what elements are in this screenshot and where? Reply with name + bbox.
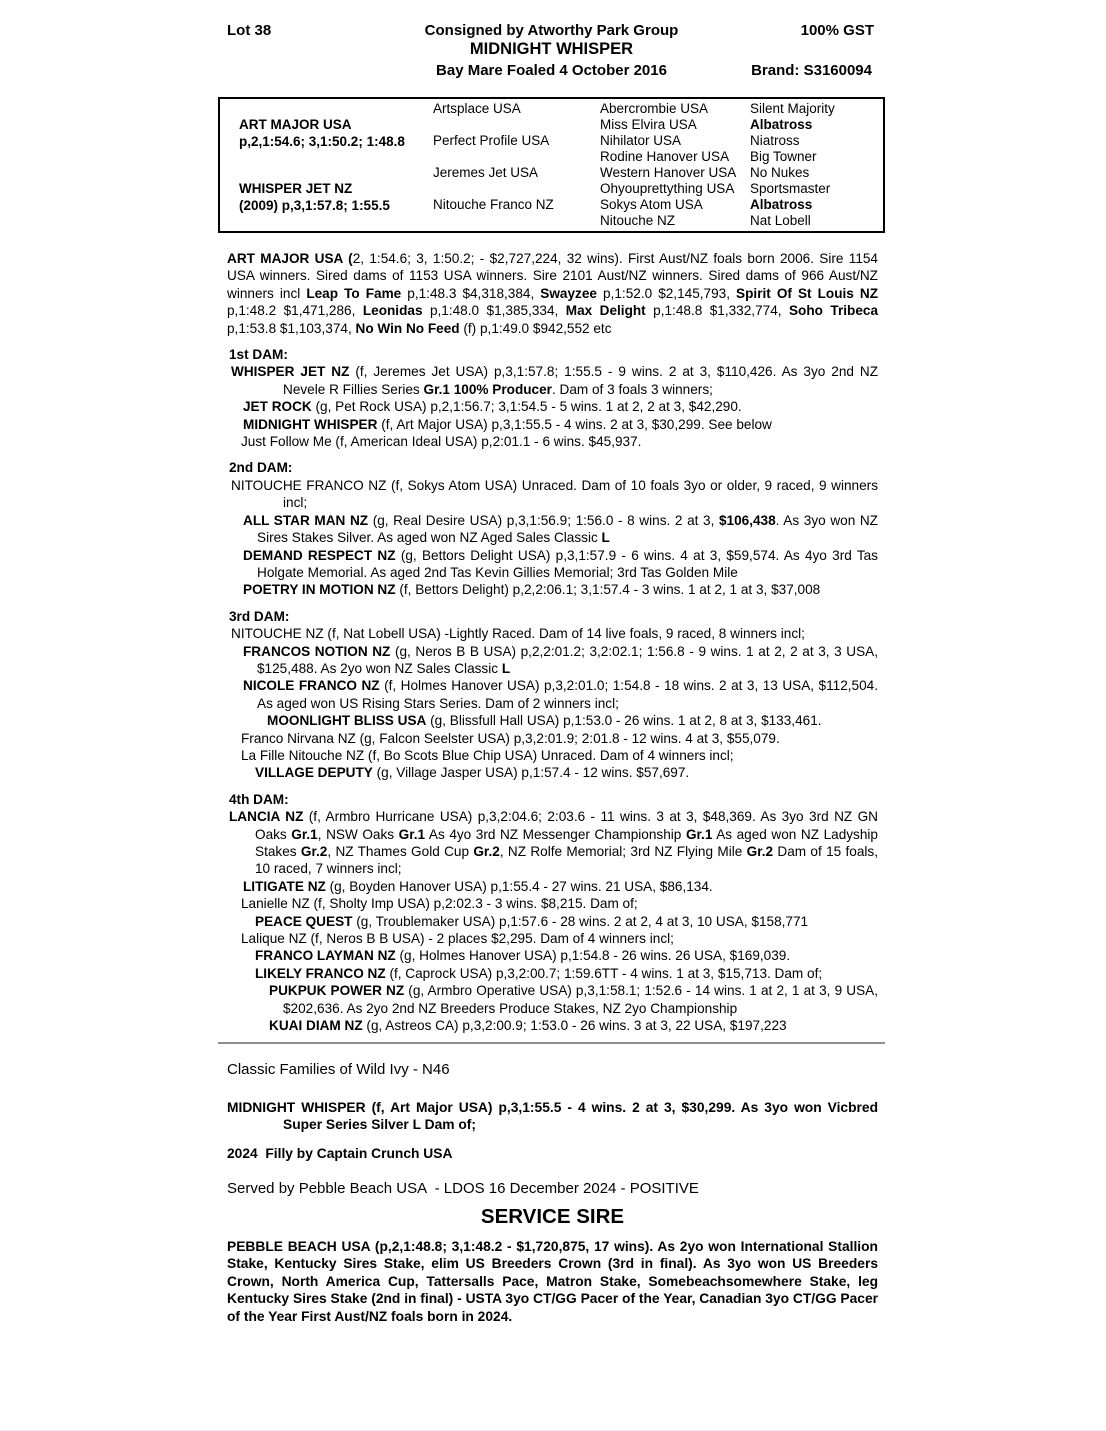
3rd-dam-heading: 3rd DAM: xyxy=(229,608,290,624)
pedigree-gg-sire: Albatross xyxy=(750,197,813,213)
demand-respect-nz: DEMAND RESPECT NZ (g, Bettors Delight USA) p,3,1:57.9 - 6 wins. 4 at 3, $59,574. As 4yo 3rd Tas Holgate Memorial. As aged 2nd Tas Kevin Gillies Memorial; 3rd Tas Golden Mile xyxy=(243,547,878,580)
nitouche-nz: NITOUCHE NZ (f, Nat Lobell USA) -Lightly Raced. Dam of 14 live foals, 9 raced, 8 winners incl; xyxy=(231,626,805,642)
pedigree-grandparent: Perfect Profile USA xyxy=(433,133,550,149)
nitouche-franco-nz: NITOUCHE FRANCO NZ (f, Sokys Atom USA) Unraced. Dam of 10 foals 3yo or older, 9 raced, 9 winners incl; xyxy=(231,477,878,511)
pedigree-gg-sire: Silent Majority xyxy=(750,101,835,117)
lanielle-nz: Lanielle NZ (f, Sholty Imp USA) p,2:02.3 - 3 wins. $8,215. Dam of; xyxy=(241,896,638,912)
midnight-whisper-entry: MIDNIGHT WHISPER (f, Art Major USA) p,3,1:55.5 - 4 wins. 2 at 3, $30,299. See below xyxy=(243,416,772,432)
lancia-nz: LANCIA NZ (f, Armbro Hurricane USA) p,3,2:04.6; 2:03.6 - 11 wins. 3 at 3, $48,369. As 3yo 3rd NZ GN Oaks Gr.1, NSW Oaks Gr.1 As 4yo 3rd NZ Messenger Championship Gr.1 As aged won NZ Ladyship Stakes Gr.2, NZ Thames Gold Cup Gr.2, NZ Rolfe Memorial; 3rd NZ Flying Mile Gr.2 Dam of 15 foals, 10 raced, 7 winners incl; xyxy=(229,809,879,877)
pedigree-great-grandparent: Ohyouprettything USA xyxy=(600,181,735,197)
service-sire-summary: PEBBLE BEACH USA (p,2,1:48.8; 3,1:48.2 - $1,720,875, 17 wins). As 2yo won International Stallion Stake, Kentucky Sires Stake, elim US Breeders Crown (3rd in final). As 3yo won US Breeders Crown, North America Cup, Tattersalls Pace, Matron Stake, Somebeachsomewhere Stake, leg Kentucky Sires Stake (2nd in final) - USTA 3yo CT/GG Pacer of the Year, Canadian 3yo CT/GG Pacer of the Year First Aust/NZ foals born in 2024. xyxy=(227,1238,878,1324)
parent-record: (2009) p,3,1:57.8; 1:55.5 xyxy=(239,198,390,213)
kuai-diam-nz: KUAI DIAM NZ (g, Astreos CA) p,3,2:00.9; 1:53.0 - 26 wins. 3 at 3, 22 USA, $197,223 xyxy=(269,1018,787,1034)
lalique-nz: Lalique NZ (f, Neros B B USA) - 2 places $2,295. Dam of 4 winners incl; xyxy=(241,931,674,947)
litigate-nz: LITIGATE NZ (g, Boyden Hanover USA) p,1:55.4 - 27 wins. 21 USA, $86,134. xyxy=(243,878,713,894)
pedigree-gg-sire: Big Towner xyxy=(750,149,817,165)
pedigree-gg-sire: Albatross xyxy=(750,117,813,133)
nicole-franco-nz: NICOLE FRANCO NZ (f, Holmes Hanover USA) p,3,2:01.0; 1:54.8 - 18 wins. 2 at 3, 13 USA, $112,504. As aged won US Rising Stars Series. Dam of 2 winners incl; xyxy=(243,678,879,711)
pedigree-grandparent: Jeremes Jet USA xyxy=(433,165,539,181)
pedigree-great-grandparent: Miss Elvira USA xyxy=(600,117,697,133)
pedigree-parent xyxy=(220,101,433,165)
pedigree-parent xyxy=(220,165,433,229)
la-fille-nitouche-nz: La Fille Nitouche NZ (f, Bo Scots Blue Chip USA) Unraced. Dam of 4 winners incl; xyxy=(241,747,734,763)
midnight-whisper-produce: MIDNIGHT WHISPER (f, Art Major USA) p,3,1:55.5 - 4 wins. 2 at 3, $30,299. As 3yo won Vicbred Super Series Silver L Dam of; xyxy=(227,1099,878,1133)
francos-notion-nz: FRANCOS NOTION NZ (g, Neros B B USA) p,2,2:01.2; 3,2:02.1; 1:56.8 - 9 wins. 1 at 2, 2 at 3, 3 USA, $125,488. As 2yo won NZ Sales Classic L xyxy=(243,643,878,676)
pedigree-grandparent: Nitouche Franco NZ xyxy=(433,197,554,213)
pukpuk-power-nz: PUKPUK POWER NZ (g, Armbro Operative USA) p,3,1:58.1; 1:52.6 - 14 wins. 1 at 2, 1 at 3, 9 USA, $202,636. As 2yo 2nd NZ Breeders Produce Stakes, NZ 2yo Championship xyxy=(269,983,878,1016)
pedigree-great-grandparent: Rodine Hanover USA xyxy=(600,149,730,165)
foaled-line: Bay Mare Foaled 4 October 2016 xyxy=(436,62,667,79)
served-by: Served by Pebble Beach USA - LDOS 16 December 2024 - POSITIVE xyxy=(227,1180,699,1198)
parent-name: WHISPER JET NZ xyxy=(239,181,353,196)
foal-2024: 2024 Filly by Captain Crunch USA xyxy=(227,1145,453,1161)
lot-header xyxy=(218,0,885,97)
all-star-man-nz: ALL STAR MAN NZ (g, Real Desire USA) p,3,1:56.9; 1:56.0 - 8 wins. 2 at 3, $106,438. As 3yo won NZ Sires Stakes Silver. As aged won NZ Aged Sales Classic L xyxy=(243,512,878,546)
moonlight-bliss-usa: MOONLIGHT BLISS USA (g, Blissfull Hall USA) p,1:53.0 - 26 wins. 1 at 2, 8 at 3, $133,461. xyxy=(267,713,822,729)
pedigree-gg-sire: Nat Lobell xyxy=(750,213,811,229)
parent-name: ART MAJOR USA xyxy=(239,117,352,132)
pedigree-great-grandparent: Sokys Atom USA xyxy=(600,197,703,213)
parent-record: p,2,1:54.6; 3,1:50.2; 1:48.8 xyxy=(239,134,405,149)
franco-layman-nz: FRANCO LAYMAN NZ (g, Holmes Hanover USA) p,1:54.8 - 26 wins. 26 USA, $169,039. xyxy=(255,948,791,964)
pedigree-great-grandparent: Western Hanover USA xyxy=(600,165,737,181)
village-deputy: VILLAGE DEPUTY (g, Village Jasper USA) p,1:57.4 - 12 wins. $57,697. xyxy=(255,765,690,781)
jet-rock: JET ROCK (g, Pet Rock USA) p,2,1:56.7; 3,1:54.5 - 5 wins. 1 at 2, 2 at 3, $42,290. xyxy=(243,399,742,415)
pedigree-grandparent: Artsplace USA xyxy=(433,101,521,117)
4th-dam-heading: 4th DAM: xyxy=(229,791,289,807)
2nd-dam-heading: 2nd DAM: xyxy=(229,460,293,476)
likely-franco-nz: LIKELY FRANCO NZ (f, Caprock USA) p,3,2:00.7; 1:59.6TT - 4 wins. 1 at 3, $15,713. Dam of; xyxy=(255,965,823,981)
pedigree-great-grandparent: Nitouche NZ xyxy=(600,213,676,229)
poetry-in-motion-nz: POETRY IN MOTION NZ (f, Bettors Delight) p,2,2:06.1; 3,1:57.4 - 3 wins. 1 at 2, 1 at 3, $37,008 xyxy=(243,582,821,598)
gst-note: 100% GST xyxy=(800,22,874,39)
just-follow-me: Just Follow Me (f, American Ideal USA) p,2:01.1 - 6 wins. $45,937. xyxy=(241,434,642,450)
pedigree-gg-sire: Sportsmaster xyxy=(750,181,831,197)
brand-number: Brand: S3160094 xyxy=(751,62,872,79)
pedigree-table xyxy=(218,97,885,233)
horse-name: MIDNIGHT WHISPER xyxy=(469,40,634,58)
pedigree-great-grandparent: Nihilator USA xyxy=(600,133,682,149)
peace-quest: PEACE QUEST (g, Troublemaker USA) p,1:57.6 - 28 wins. 2 at 2, 4 at 3, 10 USA, $158,771 xyxy=(255,913,809,929)
classic-families: Classic Families of Wild Ivy - N46 xyxy=(227,1061,450,1079)
franco-nirvana-nz: Franco Nirvana NZ (g, Falcon Seelster USA) p,3,2:01.9; 2:01.8 - 12 wins. 4 at 3, $55,079. xyxy=(241,730,780,746)
service-sire-heading: SERVICE SIRE xyxy=(480,1204,625,1228)
sire-summary: ART MAJOR USA (2, 1:54.6; 3, 1:50.2; - $2,727,224, 32 wins). First Aust/NZ foals born 2006. Sire 1154 USA winners. Sired dams of 1153 USA winners. Sire 2101 Aust/NZ winners. Sired dams of 966 Aust/NZ winners incl Leap To Fame p,1:48.3 $4,318,384, Swayzee p,1:52.0 $2,145,793, Spirit Of St Louis NZ p,1:48.2 $1,471,286, Leonidas p,1:48.0 $1,385,334, Max Delight p,1:48.8 $1,332,774, Soho Tribeca p,1:53.8 $1,103,374, No Win No Feed (f) p,1:49.0 $942,552 etc xyxy=(227,251,879,336)
whisper-jet-nz: WHISPER JET NZ (f, Jeremes Jet USA) p,3,1:57.8; 1:55.5 - 9 wins. 2 at 3, $110,426. As 3yo 2nd NZ Nevele R Fillies Series Gr.1 100% Producer. Dam of 3 foals 3 winners; xyxy=(231,364,879,397)
consignor-line: Consigned by Atworthy Park Group xyxy=(424,22,679,39)
section-divider xyxy=(218,1042,885,1044)
lot-number: Lot 38 xyxy=(227,22,272,39)
pedigree-gg-sire: No Nukes xyxy=(750,165,810,181)
pedigree-gg-sire: Niatross xyxy=(750,133,800,149)
pedigree-great-grandparent: Abercrombie USA xyxy=(600,101,709,117)
pedigree-details xyxy=(227,250,878,1325)
1st-dam-heading: 1st DAM: xyxy=(229,347,288,363)
